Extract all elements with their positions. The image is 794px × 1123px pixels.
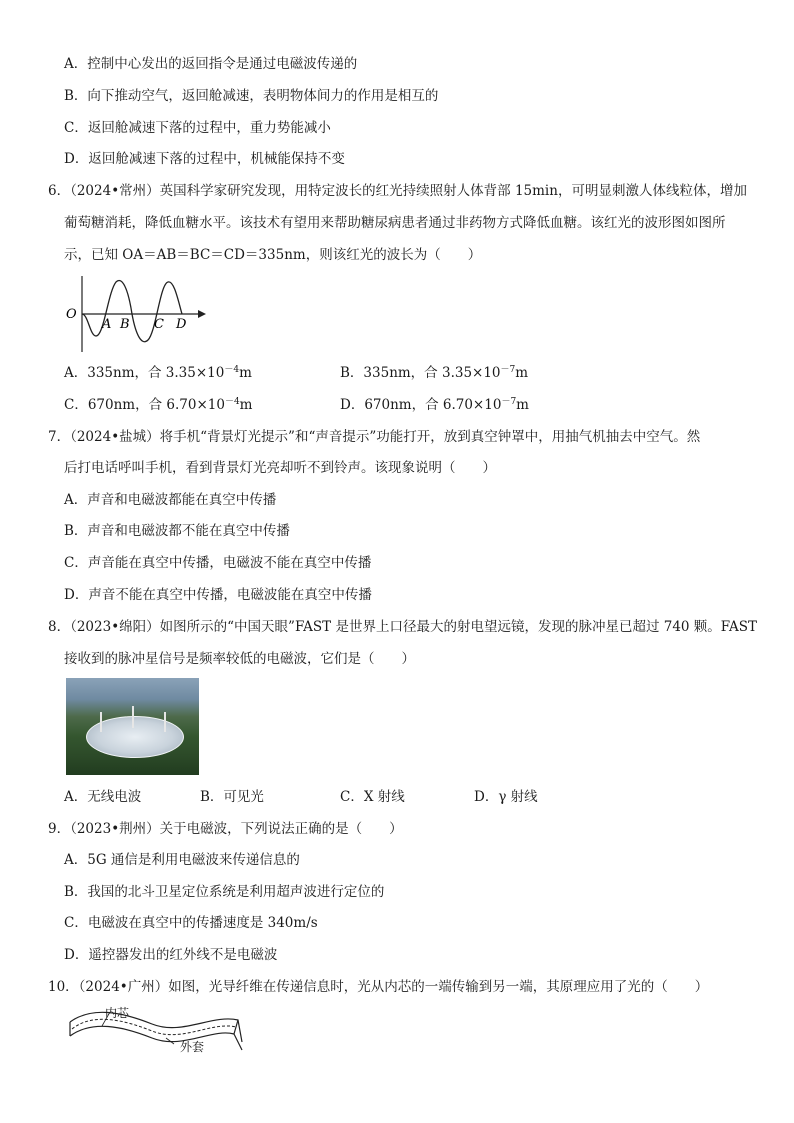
q7-option-a: A．声音和电磁波都能在真空中传播 <box>64 492 277 508</box>
q6-option-d: D．670nm，合 $6.70\times 10^{-7}m$ <box>340 397 529 413</box>
telescope-tower <box>100 712 102 732</box>
q5-option-c: C．返回舱减速下落的过程中，重力势能减小 <box>64 120 331 136</box>
wave-label-a: A <box>102 317 112 332</box>
q6-waveform-figure <box>64 270 214 360</box>
fiber-label-inner-core: 内芯 <box>105 1006 130 1020</box>
q8-option-a: A．无线电波 <box>64 789 142 805</box>
telescope-tower <box>164 712 166 732</box>
q8-stem-line-1: 8．（2023•绵阳）如图所示的“中国天眼”FAST 是世界上口径最大的射电望远镜，发现的脉冲星已超过 740 颗。FAST <box>48 619 757 635</box>
q8-option-c: C．X 射线 <box>340 789 405 805</box>
wave-label-c: C <box>154 317 164 332</box>
q9-option-d: D．遥控器发出的红外线不是电磁波 <box>64 947 278 963</box>
telescope-tower <box>132 706 134 728</box>
q10-optical-fiber-figure <box>62 1002 252 1062</box>
q6-stem-line-3: 示，已知 OA＝AB＝BC＝CD＝335nm，则该红光的波长为（ ） <box>64 247 482 263</box>
q7-option-c: C．声音能在真空中传播，电磁波不能在真空中传播 <box>64 555 372 571</box>
q6-stem-line-2: 葡萄糖消耗，降低血糖水平。该技术有望用来帮助糖尿病患者通过非药物方式降低血糖。该红光的波形图如图所 <box>64 215 726 231</box>
fast-telescope-photo <box>66 678 199 775</box>
wave-label-o: O <box>66 307 77 322</box>
q9-option-a: A．5G 通信是利用电磁波来传递信息的 <box>64 852 300 868</box>
q8-option-d: D．γ 射线 <box>474 789 538 805</box>
q6-option-c: C．670nm，合 $6.70\times 10^{-4}m$ <box>64 397 253 413</box>
q5-option-b: B．向下推动空气，返回舱减速，表明物体间力的作用是相互的 <box>64 88 439 104</box>
axis-arrow-icon <box>198 310 206 318</box>
q9-stem: 9．（2023•荆州）关于电磁波，下列说法正确的是（ ） <box>48 821 403 837</box>
q7-option-b: B．声音和电磁波都不能在真空中传播 <box>64 523 290 539</box>
wave-label-d: D <box>176 317 187 332</box>
q9-option-c: C．电磁波在真空中的传播速度是 340m/s <box>64 915 318 931</box>
q9-option-b: B．我国的北斗卫星定位系统是利用超声波进行定位的 <box>64 884 385 900</box>
q7-option-d: D．声音不能在真空中传播，电磁波能在真空中传播 <box>64 587 372 603</box>
q7-stem-line-2: 后打电话呼叫手机，看到背景灯光亮却听不到铃声。该现象说明（ ） <box>64 460 496 476</box>
q5-option-a: A．控制中心发出的返回指令是通过电磁波传递的 <box>64 56 358 72</box>
wave-curve <box>82 280 182 341</box>
q7-stem-line-1: 7．（2024•盐城）将手机“背景灯光提示”和“声音提示”功能打开，放到真空钟罩中，用抽气机抽去中空气。然 <box>48 429 701 445</box>
q6-option-b: B．335nm，合 $3.35\times 10^{-7}m$ <box>340 365 529 381</box>
q6-option-a: A．335nm，合 $3.35\times 10^{-4}m$ <box>64 365 252 381</box>
q8-option-b: B．可见光 <box>200 789 264 805</box>
wave-label-b: B <box>120 317 130 332</box>
fiber-label-outer-cladding: 外套 <box>180 1040 205 1054</box>
q10-stem: 10．（2024•广州）如图，光导纤维在传递信息时，光从内芯的一端传输到另一端，其原理应用了光的（ ） <box>48 979 709 995</box>
q8-stem-line-2: 接收到的脉冲星信号是频率较低的电磁波，它们是（ ） <box>64 651 415 667</box>
q5-option-d: D．返回舱减速下落的过程中，机械能保持不变 <box>64 151 345 167</box>
q6-stem-line-1: 6．（2024•常州）英国科学家研究发现，用特定波长的红光持续照射人体背部 15min，可明显刺激人体线粒体，增加 <box>48 183 747 199</box>
